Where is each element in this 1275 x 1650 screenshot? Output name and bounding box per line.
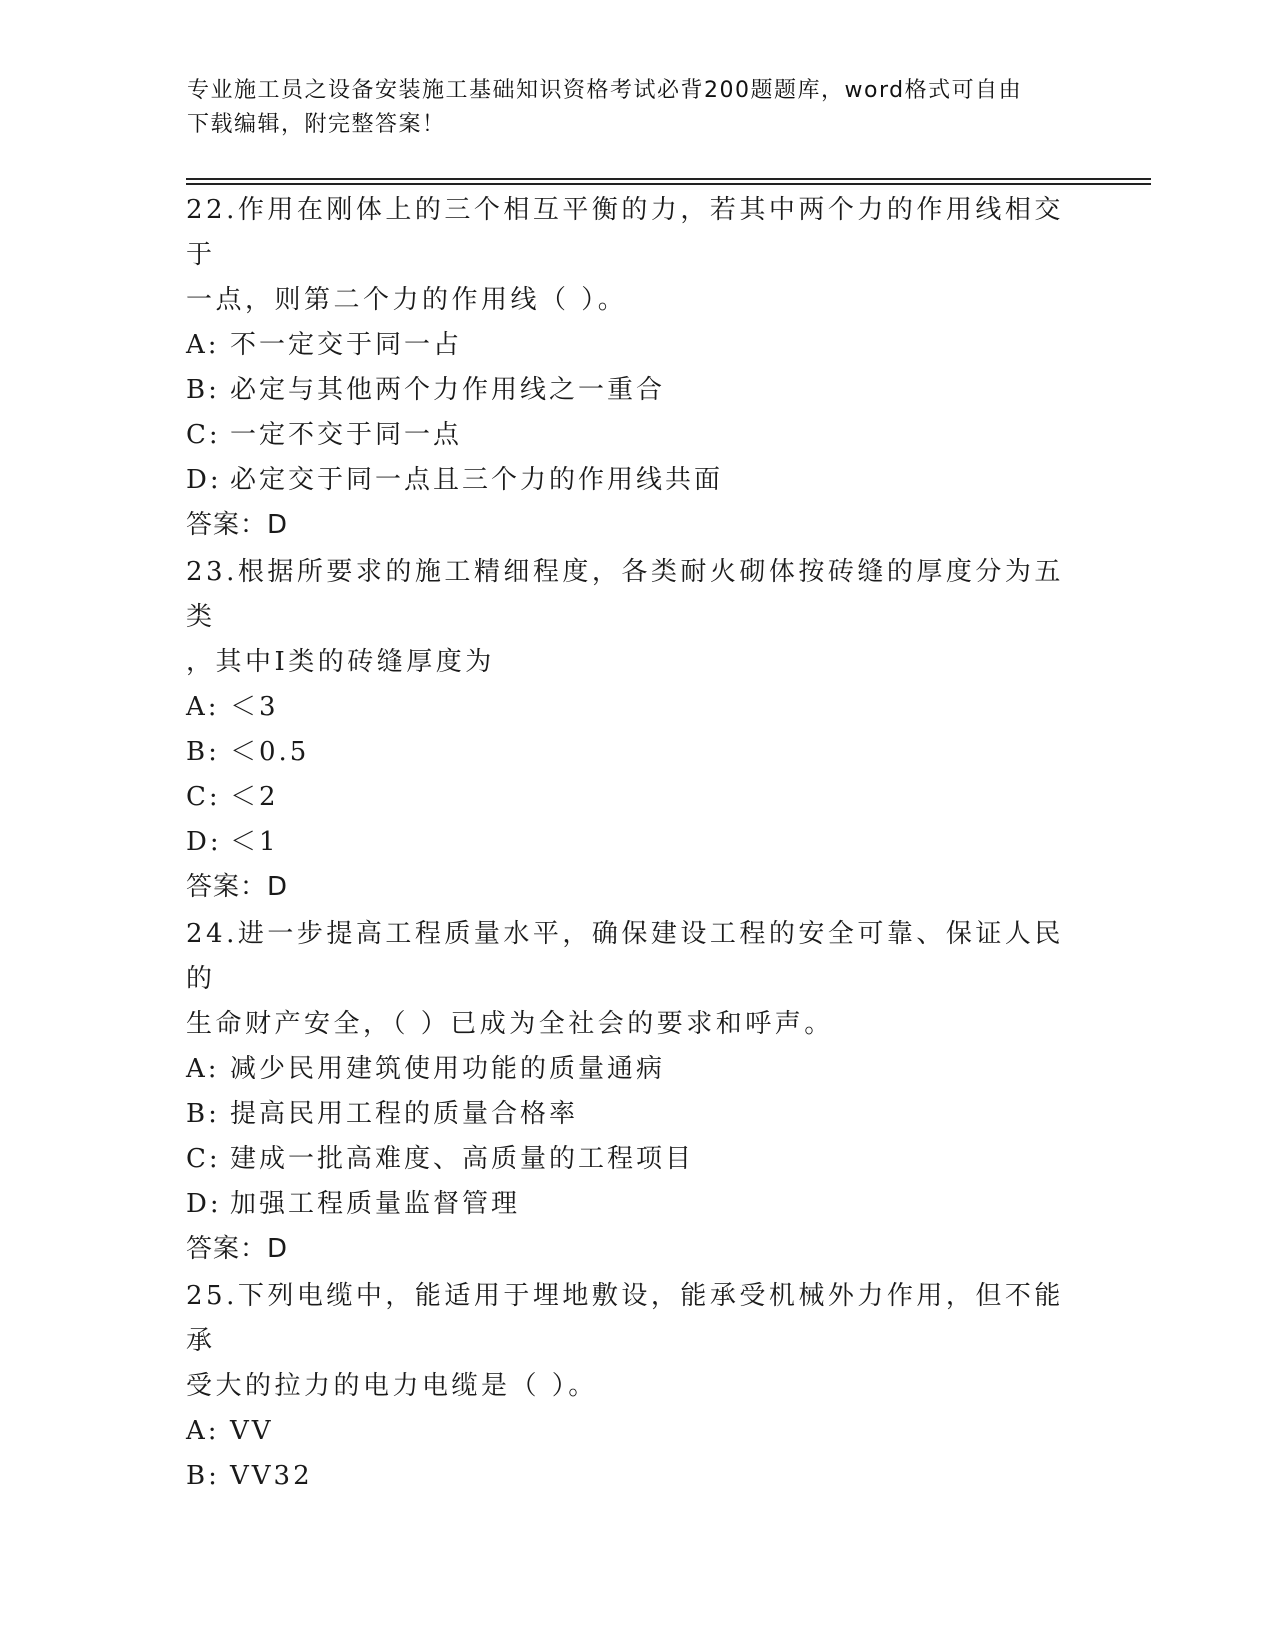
- option-key: B:: [186, 375, 220, 405]
- option-b: [186, 368, 1086, 413]
- option-key: B:: [186, 737, 220, 767]
- option-key: D:: [186, 827, 222, 857]
- option-d: [186, 1182, 1086, 1227]
- option-text: VV: [230, 1416, 274, 1446]
- question-stem-line: 生命财产安全，（ ）已成为全社会的要求和呼声。: [186, 1009, 834, 1039]
- option-key: A:: [186, 330, 220, 360]
- question-stem-line: 25.下列电缆中，能适用于埋地敷设，能承受机械外力作用，但不能承: [186, 1281, 1064, 1356]
- option-d: [186, 820, 1086, 865]
- question-stem-line: 22.作用在刚体上的三个相互平衡的力，若其中两个力的作用线相交于: [186, 195, 1064, 270]
- option-text: 必定交于同一点且三个力的作用线共面: [230, 465, 724, 495]
- answer-line: 答案：D: [186, 872, 289, 902]
- option-text: 加强工程质量监督管理: [230, 1189, 521, 1219]
- option-d: [186, 458, 1086, 503]
- option-text: ＜2: [230, 782, 279, 812]
- question-stem: [186, 1274, 1086, 1409]
- option-text: 建成一批高难度、高质量的工程项目: [230, 1144, 695, 1174]
- option-key: C:: [186, 420, 221, 450]
- option-text: 减少民用建筑使用功能的质量通病: [230, 1054, 666, 1084]
- option-b: [186, 730, 1086, 775]
- question-stem-line: 受大的拉力的电力电缆是（ ）。: [186, 1371, 598, 1401]
- answer-line: 答案：D: [186, 510, 289, 540]
- option-text: ＜0.5: [230, 737, 310, 767]
- option-a: [186, 1409, 1086, 1454]
- question-25: [186, 1274, 1086, 1499]
- option-text: ＜3: [230, 692, 279, 722]
- option-a: [186, 685, 1086, 730]
- option-key: A:: [186, 1416, 220, 1446]
- question-stem: [186, 188, 1086, 323]
- question-stem: [186, 550, 1086, 685]
- header-divider-bottom: [186, 183, 1151, 185]
- question-stem-line: 一点，则第二个力的作用线（ ）。: [186, 285, 628, 315]
- option-a: [186, 323, 1086, 368]
- option-c: [186, 775, 1086, 820]
- option-key: B:: [186, 1461, 220, 1491]
- option-c: [186, 1137, 1086, 1182]
- option-b: [186, 1454, 1086, 1499]
- header-line-2: 下载编辑，附完整答案！: [187, 112, 446, 137]
- option-key: D:: [186, 465, 222, 495]
- option-b: [186, 1092, 1086, 1137]
- option-text: 提高民用工程的质量合格率: [230, 1099, 579, 1129]
- question-stem-line: 23.根据所要求的施工精细程度，各类耐火砌体按砖缝的厚度分为五类: [186, 557, 1064, 632]
- option-key: C:: [186, 1144, 221, 1174]
- question-stem-line: 24.进一步提高工程质量水平，确保建设工程的安全可靠、保证人民的: [186, 919, 1064, 994]
- option-text: 一定不交于同一点: [230, 420, 463, 450]
- option-text: 不一定交于同一占: [230, 330, 463, 360]
- option-a: [186, 1047, 1086, 1092]
- option-c: [186, 413, 1086, 458]
- option-key: D:: [186, 1189, 222, 1219]
- question-stem-line: ，其中Ⅰ类的砖缝厚度为: [186, 647, 495, 677]
- question-24: [186, 912, 1086, 1272]
- question-22: [186, 188, 1086, 548]
- question-stem: [186, 912, 1086, 1047]
- answer-line: 答案：D: [186, 1234, 289, 1264]
- header-line-1: 专业施工员之设备安装施工基础知识资格考试必背200题题库，word格式可自由: [187, 78, 1023, 103]
- option-text: VV32: [230, 1461, 313, 1491]
- option-key: C:: [186, 782, 221, 812]
- header-divider-top: [186, 178, 1151, 180]
- option-text: 必定与其他两个力作用线之一重合: [230, 375, 666, 405]
- question-23: [186, 550, 1086, 910]
- option-key: B:: [186, 1099, 220, 1129]
- document-header: [187, 74, 1067, 142]
- option-key: A:: [186, 692, 220, 722]
- option-text: ＜1: [230, 827, 279, 857]
- option-key: A:: [186, 1054, 220, 1084]
